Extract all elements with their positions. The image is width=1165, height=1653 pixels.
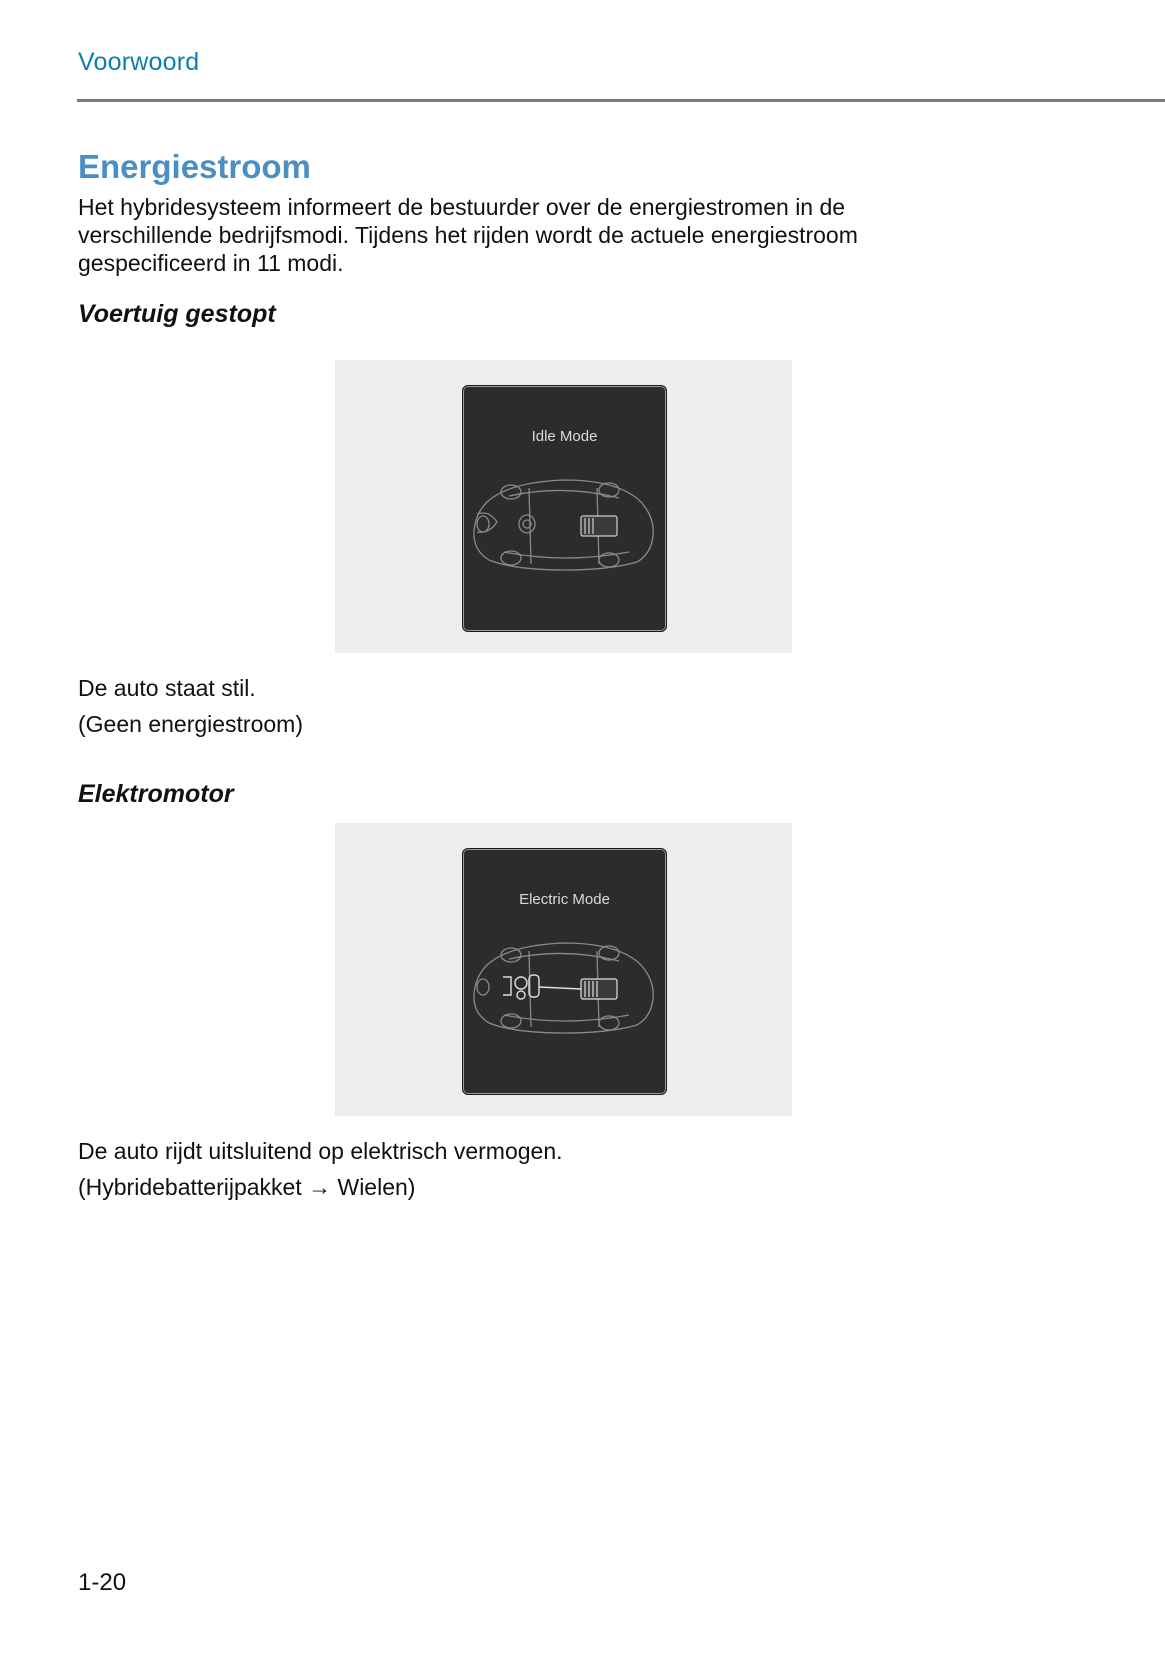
caption-line: De auto staat stil.	[78, 675, 256, 701]
display-screen	[462, 385, 667, 632]
caption-line: (Geen energiestroom)	[78, 711, 303, 737]
car-outline-icon	[469, 937, 660, 1037]
mode-label: Idle Mode	[531, 428, 598, 445]
electric-mode-caption	[78, 1133, 563, 1205]
page-title: Energiestroom	[78, 148, 311, 185]
mode-label: Electric Mode	[519, 891, 610, 908]
caption-line: (Hybridebatterijpakket → Wielen)	[78, 1174, 416, 1200]
electric-mode-figure	[335, 823, 792, 1116]
header-divider	[77, 99, 1165, 102]
display-screen	[462, 848, 667, 1095]
caption-line: De auto rijdt uitsluitend op elektrisch vermogen.	[78, 1138, 563, 1164]
idle-mode-caption	[78, 670, 303, 742]
idle-mode-figure	[335, 360, 792, 653]
subheading-electric-motor: Elektromotor	[78, 780, 234, 808]
page-number: 1-20	[78, 1569, 127, 1596]
car-outline-icon	[469, 474, 660, 574]
intro-paragraph: Het hybridesysteem informeert de bestuurder over de energiestromen in de verschillende bedrijfsmodi. Tijdens het rijden wordt de actuele energiestroom gespecificeerd in 11 modi.	[78, 194, 858, 276]
section-header: Voorwoord	[78, 48, 200, 76]
subheading-vehicle-stopped: Voertuig gestopt	[78, 300, 276, 328]
